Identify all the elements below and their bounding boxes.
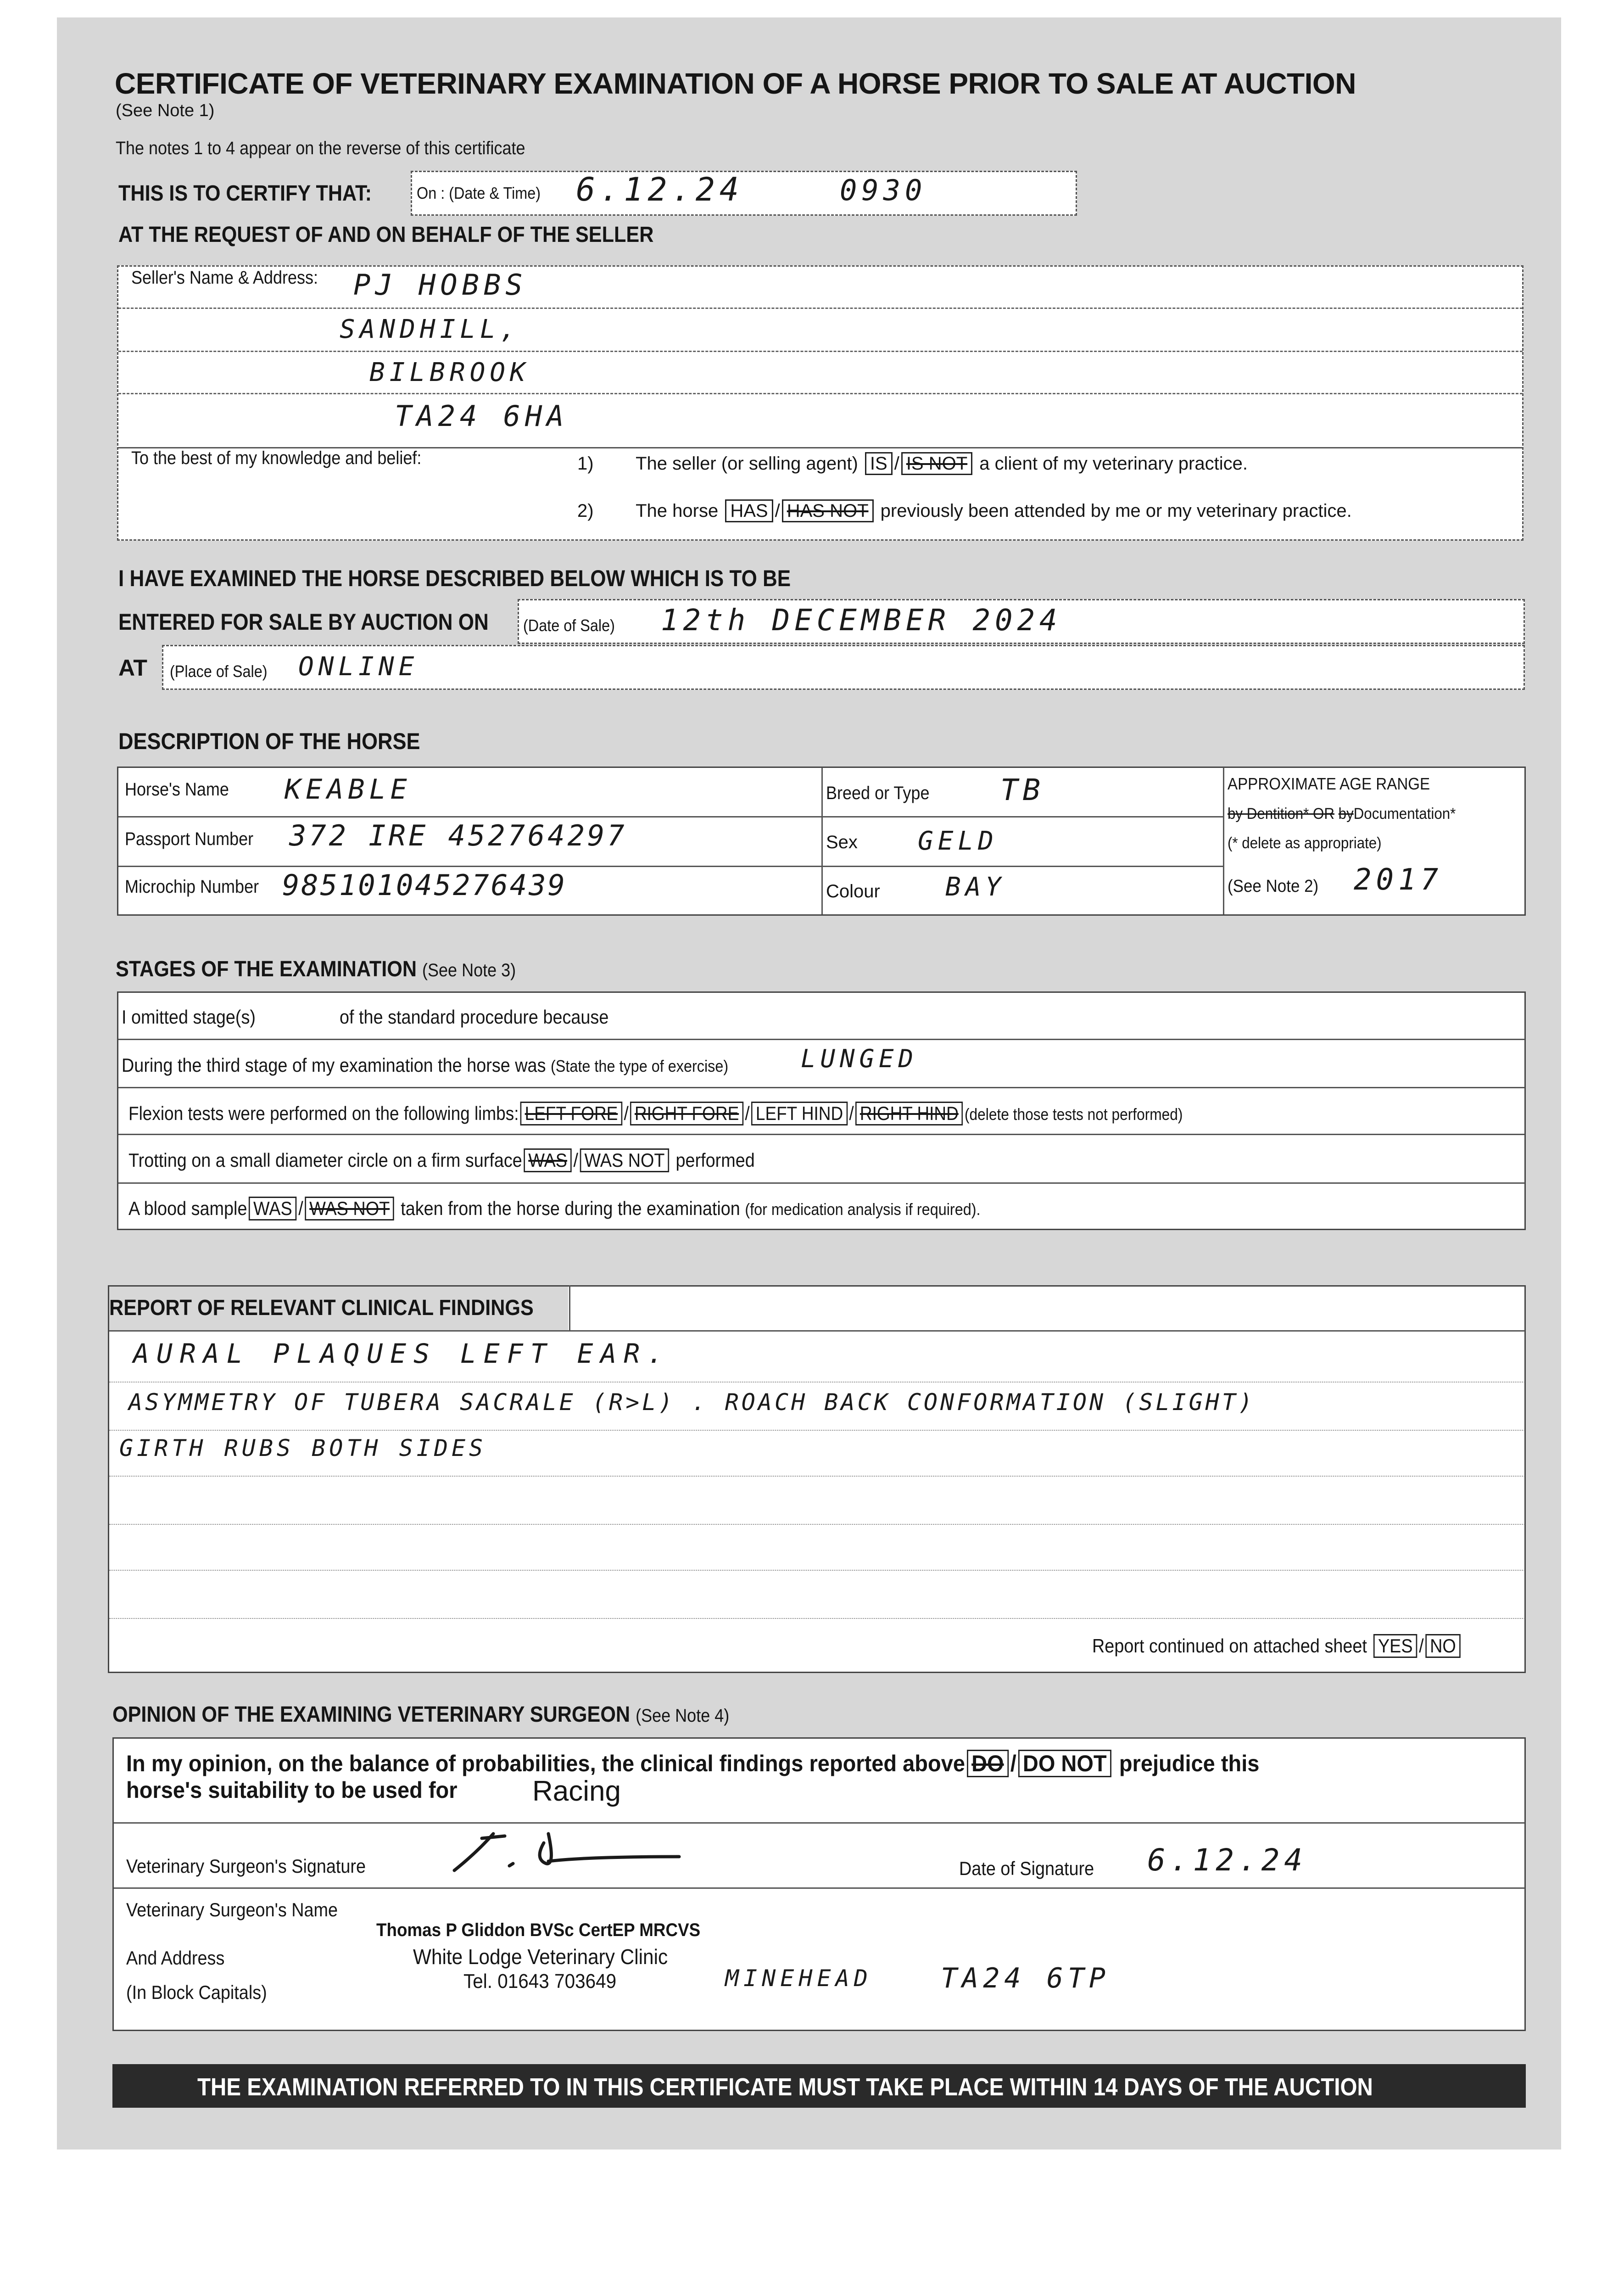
opinion-do-not[interactable]: DO NOT: [1018, 1750, 1111, 1777]
seller-line-2[interactable]: SANDHILL,: [340, 314, 520, 344]
certify-label: THIS IS TO CERTIFY THAT:: [118, 181, 372, 206]
vet-stamp-clinic: White Lodge Veterinary Clinic: [413, 1945, 668, 1969]
passport-label: Passport Number: [125, 829, 254, 849]
omitted-stages-row: I omitted stage(s) of the standard procedure because: [122, 1006, 609, 1028]
exam-date-value[interactable]: 6.12.24: [576, 171, 744, 208]
finding-line-3[interactable]: GIRTH RUBS BOTH SIDES: [119, 1435, 487, 1461]
age-see-note-2: (See Note 2): [1228, 877, 1319, 896]
vet-address-handwritten-2[interactable]: TA24 6TP: [941, 1962, 1110, 1994]
continued-no[interactable]: NO: [1425, 1634, 1461, 1658]
exercise-type-value[interactable]: LUNGED: [801, 1044, 918, 1073]
certificate-title: CERTIFICATE OF VETERINARY EXAMINATION OF A HORSE PRIOR TO SALE AT AUCTION: [115, 67, 1356, 100]
date-of-signature-value[interactable]: 6.12.24: [1147, 1842, 1307, 1878]
examined-label: I HAVE EXAMINED THE HORSE DESCRIBED BELOW WHICH IS TO BE: [118, 565, 791, 591]
trotting-row: Trotting on a small diameter circle on a firm surface WAS / WAS NOT performed: [128, 1148, 755, 1172]
finding-line-1[interactable]: AURAL PLAQUES LEFT EAR.: [133, 1338, 671, 1369]
sex-value[interactable]: GELD: [918, 826, 998, 856]
option-is-not[interactable]: IS NOT: [901, 452, 972, 475]
notes-line: The notes 1 to 4 appear on the reverse of this certificate: [116, 138, 525, 158]
seller-line-1[interactable]: PJ HOBBS: [353, 268, 527, 302]
flexion-row: Flexion tests were performed on the following limbs: LEFT FORE / RIGHT FORE / LEFT HIND / RIGHT HIND (delete those tests not performed): [128, 1102, 1183, 1125]
vet-stamp-tel: Tel. 01643 703649: [463, 1970, 617, 1993]
breed-label: Breed or Type: [826, 783, 930, 803]
sex-label: Sex: [826, 832, 858, 852]
opinion-statement: In my opinion, on the balance of probabilities, the clinical findings reported above DO / DO NOT prejudice this: [126, 1751, 1260, 1776]
seller-name-label: Seller's Name & Address:: [131, 268, 318, 288]
age-value[interactable]: 2017: [1354, 863, 1443, 897]
opinion-section-title: OPINION OF THE EXAMINING VETERINARY SURGEON (See Note 4): [112, 1702, 730, 1727]
knowledge-label: To the best of my knowledge and belief:: [131, 448, 422, 468]
entered-label: ENTERED FOR SALE BY AUCTION ON: [118, 609, 489, 635]
signature-label: Veterinary Surgeon's Signature: [126, 1855, 366, 1877]
at-label: AT: [118, 655, 147, 681]
flexion-left-fore[interactable]: LEFT FORE: [520, 1102, 622, 1125]
passport-value[interactable]: 372 IRE 452764297: [289, 819, 627, 852]
place-of-sale-label: (Place of Sale): [170, 662, 268, 681]
stages-section-title: STAGES OF THE EXAMINATION (See Note 3): [116, 957, 516, 981]
vet-address-handwritten-1[interactable]: MINEHEAD: [725, 1965, 872, 1992]
footer-banner-text: THE EXAMINATION REFERRED TO IN THIS CERTIFICATE MUST TAKE PLACE WITHIN 14 DAYS OF THE AUCTION: [197, 2073, 1373, 2101]
colour-value[interactable]: BAY: [945, 872, 1006, 902]
intended-use-value[interactable]: Racing: [532, 1775, 621, 1807]
seller-line-4[interactable]: TA24 6HA: [395, 399, 569, 433]
option-has[interactable]: HAS: [725, 499, 773, 522]
date-of-signature-label: Date of Signature: [959, 1858, 1094, 1879]
flexion-left-hind[interactable]: LEFT HIND: [751, 1102, 848, 1125]
vet-signature[interactable]: [450, 1825, 698, 1880]
option-is[interactable]: IS: [865, 452, 893, 475]
on-date-time-label: On : (Date & Time): [417, 184, 541, 202]
third-stage-row: During the third stage of my examination the horse was (State the type of exercise): [122, 1054, 729, 1076]
flexion-right-fore[interactable]: RIGHT FORE: [630, 1102, 743, 1125]
trotting-was[interactable]: WAS: [524, 1148, 572, 1172]
by-dentition-option[interactable]: by Dentition* OR: [1228, 805, 1334, 823]
findings-section-title: REPORT OF RELEVANT CLINICAL FINDINGS: [109, 1296, 534, 1320]
vet-address-label: And Address: [126, 1947, 225, 1969]
trotting-was-not[interactable]: WAS NOT: [580, 1148, 670, 1172]
finding-line-2[interactable]: ASYMMETRY OF TUBERA SACRALE (R>L) . ROACH BACK CONFORMATION (SLIGHT): [128, 1389, 1255, 1416]
horse-name-value[interactable]: KEABLE: [285, 773, 412, 806]
block-capitals-label: (In Block Capitals): [126, 1982, 267, 2003]
horse-name-label: Horse's Name: [125, 779, 229, 800]
blood-was[interactable]: WAS: [249, 1197, 297, 1220]
colour-label: Colour: [826, 881, 880, 901]
vet-stamp-name: Thomas P Gliddon BVSc CertEP MRCVS: [376, 1920, 701, 1940]
flexion-right-hind[interactable]: RIGHT HIND: [855, 1102, 963, 1125]
age-delete-note: (* delete as appropriate): [1228, 834, 1382, 852]
microchip-label: Microchip Number: [125, 877, 259, 897]
horse-section-title: DESCRIPTION OF THE HORSE: [118, 728, 420, 754]
see-note-1: (See Note 1): [116, 101, 215, 120]
sale-place-value[interactable]: ONLINE: [298, 652, 419, 682]
seller-line-3[interactable]: BILBROOK: [369, 358, 530, 387]
option-has-not[interactable]: HAS NOT: [782, 499, 874, 522]
vet-name-label: Veterinary Surgeon's Name: [126, 1899, 338, 1920]
exam-time-value[interactable]: 0930: [840, 174, 927, 207]
date-of-sale-label: (Date of Sale): [523, 616, 615, 635]
age-method: by Dentition* OR byDocumentation*: [1228, 805, 1456, 823]
opinion-do[interactable]: DO: [967, 1750, 1009, 1777]
request-label: AT THE REQUEST OF AND ON BEHALF OF THE SELLER: [118, 223, 654, 247]
blood-was-not[interactable]: WAS NOT: [305, 1197, 394, 1220]
continued-yes[interactable]: YES: [1373, 1634, 1417, 1658]
report-continued-row: Report continued on attached sheet YES / NO: [1092, 1634, 1462, 1658]
blood-sample-row: A blood sample WAS / WAS NOT taken from the horse during the examination (for medication analysis if required).: [128, 1197, 981, 1220]
sale-date-value[interactable]: 12th DECEMBER 2024: [661, 604, 1062, 638]
seller-client-statement: 1) The seller (or selling agent) IS / IS NOT a client of my veterinary practice.: [577, 452, 1248, 475]
age-range-title: APPROXIMATE AGE RANGE: [1228, 774, 1430, 793]
by-documentation-option[interactable]: Documentation*: [1353, 805, 1456, 823]
seller-attended-statement: 2) The horse HAS / HAS NOT previously been attended by me or my veterinary practice.: [577, 499, 1352, 522]
microchip-value[interactable]: 985101045276439: [282, 868, 567, 902]
opinion-statement-line2: horse's suitability to be used for: [126, 1777, 458, 1803]
breed-value[interactable]: TB: [1000, 773, 1045, 807]
